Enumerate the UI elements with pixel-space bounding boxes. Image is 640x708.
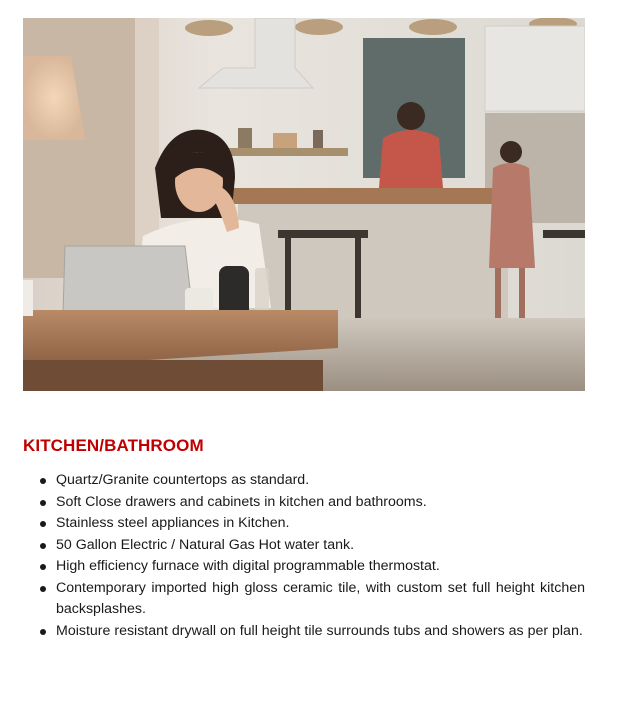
list-item: Moisture resistant drywall on full height tile surrounds tubs and showers as per plan.	[0, 621, 585, 643]
section-heading: KITCHEN/BATHROOM	[23, 436, 204, 455]
kitchen-scene-illustration	[23, 18, 585, 391]
child-figure	[489, 163, 535, 268]
laptop	[63, 246, 193, 314]
list-item: Stainless steel appliances in Kitchen.	[0, 513, 585, 535]
man-figure	[379, 130, 443, 188]
list-item: 50 Gallon Electric / Natural Gas Hot water tank.	[0, 535, 585, 557]
island-countertop	[223, 188, 523, 204]
kitchen-photo	[23, 18, 585, 391]
list-item: High efficiency furnace with digital programmable thermostat.	[0, 556, 585, 578]
list-item: Quartz/Granite countertops as standard.	[0, 470, 585, 492]
list-item: Contemporary imported high gloss ceramic tile, with custom set full height kitchen backsplashes.	[0, 578, 585, 621]
list-item: Soft Close drawers and cabinets in kitchen and bathrooms.	[0, 492, 585, 514]
feature-list	[0, 470, 585, 642]
